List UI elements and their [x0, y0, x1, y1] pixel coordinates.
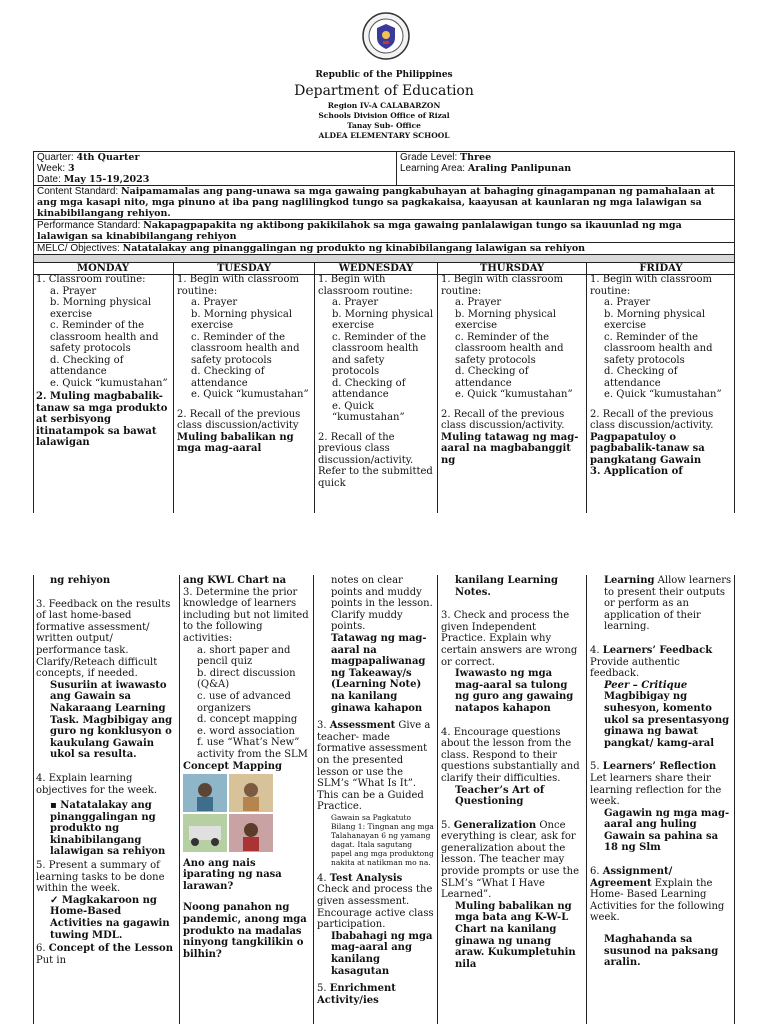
office-block: [0, 101, 768, 141]
suboffice-line: Tanay Sub- Office: [347, 121, 421, 130]
week-row: Week: 3: [37, 163, 75, 174]
page-gap: [0, 513, 768, 575]
col-line: [437, 575, 438, 1024]
content-standard: Content Standard: Naipamamalas ang pang-unawa sa mga gawaing pangkabuhayan at bahaging ginagampanan ng pamahalaan at ang mga kasapi nito, mga pinuno at iba pang naglilingkod tungo sa pagkakaisa, kaayusan at kaunlaran ng mga lalawigan sa kinabibilangang rehiyon.: [34, 186, 735, 220]
friday-bottom-content: Learning Allow learners to present their outputs or perform as an application of their learning. 4. Learners’ Feedback Provide authentic feedback. Peer – Critique Magbibigay ng suhesyon, komento ukol sa presentasyong ginawa ng bawat pangkat/ kamg-aral 5. Learners’ Reflection Let learners share their learning reflection for the week. Gagawin ng mga mag-aaral ang huling Gawain sa pahina sa 18 ng Slm 6. Assignment/ Agreement Explain the Home- Based Learning Activities for the following week. Maghahanda sa susunod na paksang aralin.: [590, 575, 732, 969]
quarter-row: Quarter: 4th Quarter: [37, 152, 140, 163]
republic-title: Republic of the Philippines: [315, 70, 453, 80]
day-header-tuesday: TUESDAY: [174, 262, 314, 275]
col-line: [734, 575, 735, 1024]
area-row: Learning Area: Araling Panlipunan: [400, 163, 572, 174]
thursday-top-content: 1. Begin with classroom routine: a. Prayer b. Morning physical exercise c. Reminder of the classroom health and safety protocols d. Checking of attendance e. Quick “kumustahan” 2. Recall of the previous class discussion/activity. Muling tatawag ng mag-aaral na magbabanggit ng: [441, 274, 579, 466]
col-line: [179, 575, 180, 1024]
region-line: Region IV-A CALABARZON: [327, 101, 441, 110]
grade-row: Grade Level: Three: [400, 152, 492, 163]
day-header-thursday: THURSDAY: [438, 262, 586, 275]
performance-standard: Performance Standard: Nakapagpapakita ng aktibong pakikilahok sa mga gawaing panlalawigan tungo sa ikauunlad ng mga lalawigan sa kinabibilangang rehiyon: [34, 220, 735, 243]
col-line: [586, 575, 587, 1024]
col-line: [173, 262, 174, 513]
daily-plan-top: [33, 262, 735, 513]
col-line: [586, 262, 587, 513]
col-line: [437, 262, 438, 513]
monday-top-content: 1. Classroom routine: a. Prayer b. Morning physical exercise c. Reminder of the classroom health and safety protocols d. Checking of attendance e. Quick “kumustahan” 2. Muling magbabalik-tanaw sa mga produkto at serbisyong itinatampok sa bawat lalawigan: [36, 274, 168, 448]
lesson-info-table: [33, 151, 735, 266]
col-line: [313, 575, 314, 1024]
concept-map-image: [183, 774, 273, 852]
monday-bottom-content: ng rehiyon 3. Feedback on the results of last home-based formative assessment/ written output/ performance task. Clarify/Reteach difficult concepts, if needed. Susuriin at iwawasto ang Gawain sa Nakaraang Learning Task. Magbibigay ang guro ng konklusyon o kaukulang Gawain ukol sa resulta. 4. Explain learning objectives for the week. ▪ Natatalakay ang pinanggalingan ng produkto ng kinabibilangang lalawigan sa rehiyon 5. Present a summary of learning tasks to be done within the week. ✓ Magkakaroon ng Home-Based Activities na gagawin tuwing MDL. 6. Concept of the Lesson Put in: [36, 575, 173, 966]
melc-objectives: MELC/ Objectives: Natatalakay ang pinanggalingan ng produkto ng kinabibilangang lalawigan sa rehiyon: [34, 243, 735, 255]
tuesday-bottom-content: ang KWL Chart na 3. Determine the prior knowledge of learners including but not limited to the following activities: a. short paper and pencil quiz b. direct discussion (Q&A) c. use of advanced organizers d. concept mapping e. word association f. use “What’s New” activity from the SLM Concept Mapping Ano ang nais iparating ng nasa larawan? Noong panahon ng pandemic, anong mga produkto na madalas ninyong tangkilikin o bilhin?: [183, 575, 309, 960]
day-header-friday: FRIDAY: [587, 262, 735, 275]
col-line: [314, 262, 315, 513]
deped-seal-logo: [362, 12, 410, 60]
wednesday-top-content: 1. Begin with classroom routine: a. Prayer b. Morning physical exercise c. Reminder of the classroom health and safety protocols d. Checking of attendance e. Quick “kumustahan” 2. Recall of the previous class discussion/activity. Refer to the submitted quick: [318, 274, 434, 489]
date-row: Date: May 15-19,2023: [37, 174, 150, 185]
friday-top-content: 1. Begin with classroom routine: a. Prayer b. Morning physical exercise c. Reminder of the classroom health and safety protocols d. Checking of attendance e. Quick “kumustahan” 2. Recall of the previous class discussion/activity. Pagpapatuloy o pagbabalik-tanaw sa pangkatang Gawain 3. Application of: [590, 274, 722, 477]
school-line: ALDEA ELEMENTARY SCHOOL: [318, 131, 450, 140]
department-title: Department of Education: [294, 83, 474, 99]
division-line: Schools Division Office of Rizal: [318, 111, 450, 120]
wednesday-bottom-content: notes on clear points and muddy points in the lesson. Clarify muddy points. Tatawag ng mag-aaral na magpapaliwanag ng Takeaway/s (Learning Note) na kanilang ginawa kahapon 3. Assessment Give a teacher- made formative assessment on the presented lesson or use the SLM’s “What Is It”. This can be a Guided Practice. Gawain sa Pagkatuto Bilang 1: Tingnan ang mga Talahanayan 6 ng yamang dagat. Itala sagutang papel ang mga produktong nakita at natikman mo na. 4. Test Analysis Check and process the given assessment. Encourage active class participation. Ibabahagi ng mga mag-aaral ang kanilang kasagutan 5. Enrichment Activity/ies: [317, 575, 434, 1006]
col-line: [33, 262, 34, 513]
col-line: [734, 262, 735, 513]
tuesday-top-content: 1. Begin with classroom routine: a. Prayer b. Morning physical exercise c. Reminder of the classroom health and safety protocols d. Checking of attendance e. Quick “kumustahan” 2. Recall of the previous class discussion/activity Muling babalikan ng mga mag-aaral: [177, 274, 309, 454]
page-bottom: [0, 575, 768, 1024]
day-header-wednesday: WEDNESDAY: [315, 262, 437, 275]
day-header-monday: MONDAY: [33, 262, 173, 275]
col-line: [33, 575, 34, 1024]
thursday-bottom-content: kanilang Learning Notes. 3. Check and process the given Independent Practice. Explain why certain answers are wrong or correct. Iwawasto ng mga mag-aaral sa tulong ng guro ang gawaing natapos kahapon 4. Encourage questions about the lesson from the class. Respond to their questions substantially and clarify their difficulties. Teacher’s Art of Questioning 5. Generalization Once everything is clear, ask for generalization about the lesson. The teacher may provide prompts or use the SLM’s “What I Have Learned”. Muling babalikan ng mga bata ang K-W-L Chart na kanilang ginawa ng unang araw. Kukumpletuhin nila: [441, 575, 580, 970]
daily-plan-bottom: [33, 575, 735, 1024]
